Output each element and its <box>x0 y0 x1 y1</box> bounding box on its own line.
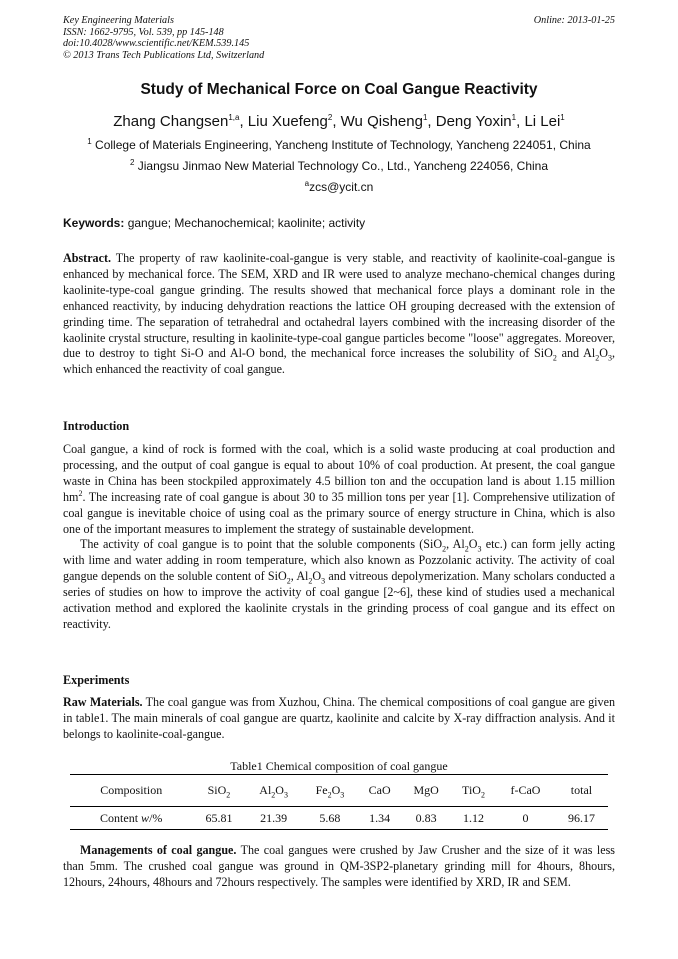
paragraph-text: The coal gangue was from Xuzhou, China. The chemical compositions of coal gangue are given in table1. The main minerals of coal gangue are quartz, kaolinite and calcite by X-ray diffraction analysis. And it belongs to kaolinite-coal-gangue. <box>63 695 615 741</box>
email-sup: a <box>304 179 310 188</box>
paper-title: Study of Mechanical Force on Coal Gangue Reactivity <box>140 81 538 98</box>
cell-text: O <box>331 783 341 797</box>
table-header-cell <box>245 775 301 807</box>
subscript: 2 <box>552 353 557 363</box>
subscript: 2 <box>480 790 485 800</box>
author-name: Li Lei <box>524 113 561 130</box>
subscript: 2 <box>327 790 332 800</box>
table-header-cell <box>70 775 192 807</box>
paragraph-text: O <box>312 569 322 584</box>
cell-text: w <box>141 810 150 825</box>
issn: ISSN: 1662-9795, Vol. 539, pp 145-148 <box>63 26 224 38</box>
paragraph-text: The coal gangues were crushed by Jaw Crusher and the size of it was less than 5mm. The crushed coal gangue was ground in QM-3SP2-planetary grinding mill for 4hours, 8hours, 12hours, 24hours, 48hours and 72hours respectively. The samples were identified by XRD, IR and SEM. <box>63 843 615 889</box>
keywords-label: Keywords: <box>63 216 125 230</box>
email-address[interactable]: zcs@ycit.cn <box>309 180 374 194</box>
table-header-cell <box>555 775 608 807</box>
paragraph-text: Coal gangue, a kind of rock is formed with the coal, which is a solid waste producing at coal production and processing, and the output of coal gangue is equal to about 10% of coal production. At present, the coal gangue waste in China has been stockpiled approximately 4.5 billion ton and the occupation land is about 1.15 million hm <box>63 442 615 504</box>
subscript: 2 <box>286 576 291 586</box>
cell-text: Al <box>259 783 272 797</box>
author-name: Zhang Changsen <box>113 113 229 130</box>
table-header-cell <box>192 775 245 807</box>
subscript: 3 <box>283 790 288 800</box>
table-cell: 1.12 <box>451 807 496 830</box>
intro-paragraph-1 <box>63 442 615 537</box>
abstract-text: O <box>599 346 608 361</box>
cell-text: O <box>275 783 284 797</box>
copyright: © 2013 Trans Tech Publications Ltd, Switzerland <box>63 49 265 61</box>
author-sup: 1,a <box>228 113 240 122</box>
experiments-heading: Experiments <box>63 673 130 687</box>
affiliation-text: College of Materials Engineering, Yancheng Institute of Technology, Yancheng 224051, China <box>95 138 591 152</box>
affiliation-text: Jiangsu Jinmao New Material Technology Co., Ltd., Yancheng 224056, China <box>137 159 549 173</box>
subscript: 2 <box>464 544 469 554</box>
table-header-row <box>70 775 608 807</box>
subscript: 2 <box>308 576 313 586</box>
subscript: 2 <box>271 790 276 800</box>
author-name: Liu Xuefeng <box>247 113 328 130</box>
keywords <box>63 216 615 230</box>
cell-text: MgO <box>413 783 439 797</box>
abstract <box>63 251 615 378</box>
table-row-label <box>70 807 192 830</box>
abstract-text: The property of raw kaolinite-coal-gangue is very stable, and reactivity of kaolinite-coal-gangue is enhanced by mechanical force. The SEM, XRD and IR were used to analyze mechano-chemical changes during kaolinite-type-coal gangue grinding. The results showed that mechanical force plays a dominant role in the enhanced reactivity, by inducing dehydration reactions the lattice OH grouping decreased with the extension of grinding time. The separation of tetrahedral and octahedral layers combined with the increasing disorder of the kaolinite crystal structure, resulting in kaolinite-type-coal gangue particles become "loose" aggregates. Moreover, due to destroy to tight Si-O and Al-O bond, the mechanical force increases the solubility of SiO <box>63 251 615 361</box>
affiliation-2 <box>0 159 678 173</box>
journal-header <box>63 15 615 61</box>
table-cell: 5.68 <box>302 807 358 830</box>
paragraph-text: , Al <box>290 569 309 584</box>
table-header-cell <box>401 775 451 807</box>
managements-label: Managements of coal gangue. <box>80 843 237 857</box>
abstract-text: , which enhanced the reactivity of coal gangue. <box>63 346 615 377</box>
keywords-text: gangue; Mechanochemical; kaolinite; activity <box>127 216 366 230</box>
doi: doi:10.4028/www.scientific.net/KEM.539.145 <box>63 38 250 49</box>
abstract-text: and Al <box>556 346 596 361</box>
intro-paragraph-2 <box>63 537 615 632</box>
subscript: 2 <box>595 353 600 363</box>
managements-paragraph <box>63 843 615 891</box>
subscript: 3 <box>477 544 482 554</box>
raw-materials-paragraph <box>63 695 615 743</box>
online-date: Online: 2013-01-25 <box>533 15 615 26</box>
paragraph-text: . The increasing rate of coal gangue is about 30 to 35 million tons per year [1]. Comprehensive utilization of coal gangue is inevitable choice of using coal as the primary source of energy structure in China, which is also one of the important measures to implement the strategy of sustainable development. <box>63 489 615 536</box>
table-caption: Table1 Chemical composition of coal gangue <box>230 759 448 773</box>
cell-text: Fe <box>315 783 328 797</box>
paragraph-text: , Al <box>446 537 465 552</box>
paragraph-text: etc.) can form jelly acting with lime and water adding in room temperature, which also known as Pozzolanic activity. The activity of coal gangue depends on the soluble content of SiO <box>63 537 615 584</box>
affiliation-1 <box>0 138 678 152</box>
affiliation-sup: 1 <box>87 137 92 146</box>
subscript: 2 <box>442 544 447 554</box>
paragraph-text: and vitreous depolymerization. Many scholars conducted a series of studies on how to improve the activity of coal gangue [2~6], these kind of studies used a mechanical activation method and explored the kaolinite crystals in the grinding process of coal gangue and its effect on reactivity. <box>63 569 615 631</box>
raw-materials-label: Raw Materials. <box>63 695 143 709</box>
cell-text: total <box>570 783 593 797</box>
subscript: 3 <box>607 353 612 363</box>
paragraph-text: The activity of coal gangue is to point that the soluble components (SiO <box>80 537 443 552</box>
cell-text: Composition <box>100 783 163 797</box>
email-line <box>0 180 678 194</box>
introduction-body <box>63 442 615 633</box>
author-sup: 1 <box>560 113 565 122</box>
cell-text: Content <box>100 810 142 825</box>
table-header-cell <box>451 775 496 807</box>
composition-table <box>70 774 608 830</box>
table-row <box>70 807 608 830</box>
subscript: 3 <box>321 576 326 586</box>
subscript: 2 <box>226 790 231 800</box>
table-cell: 0 <box>496 807 555 830</box>
table-cell: 0.83 <box>401 807 451 830</box>
table-header-cell <box>302 775 358 807</box>
table-cell: 65.81 <box>192 807 245 830</box>
table-header-cell <box>496 775 555 807</box>
author-list: Zhang Changsen$^{1,a}$, Liu Xuefeng$^2$, Wu Qisheng$^1$, Deng Yoxin$^1$, Li Lei$^1$ <box>113 113 565 130</box>
affiliation-sup: 2 <box>129 158 135 167</box>
author-sup: 1 <box>422 113 428 122</box>
cell-text: /% <box>149 810 163 825</box>
superscript: 2 <box>78 488 83 498</box>
author-name: Deng Yoxin <box>435 113 512 130</box>
author-name: Wu Qisheng <box>340 113 423 130</box>
table-header-cell <box>358 775 401 807</box>
paragraph-text: O <box>468 537 478 552</box>
cell-text: f-CaO <box>510 783 541 797</box>
journal-name: Key Engineering Materials <box>63 15 174 26</box>
table-cell: 1.34 <box>358 807 401 830</box>
author-sup: 2 <box>327 113 333 122</box>
table-cell: 96.17 <box>555 807 608 830</box>
introduction-heading: Introduction <box>63 419 130 433</box>
cell-text: SiO <box>207 783 227 797</box>
abstract-label: Abstract. <box>63 251 112 265</box>
subscript: 3 <box>340 790 345 800</box>
cell-text: TiO <box>462 783 481 797</box>
author-sup: 1 <box>511 113 517 122</box>
table-cell: 21.39 <box>245 807 301 830</box>
cell-text: CaO <box>368 783 391 797</box>
